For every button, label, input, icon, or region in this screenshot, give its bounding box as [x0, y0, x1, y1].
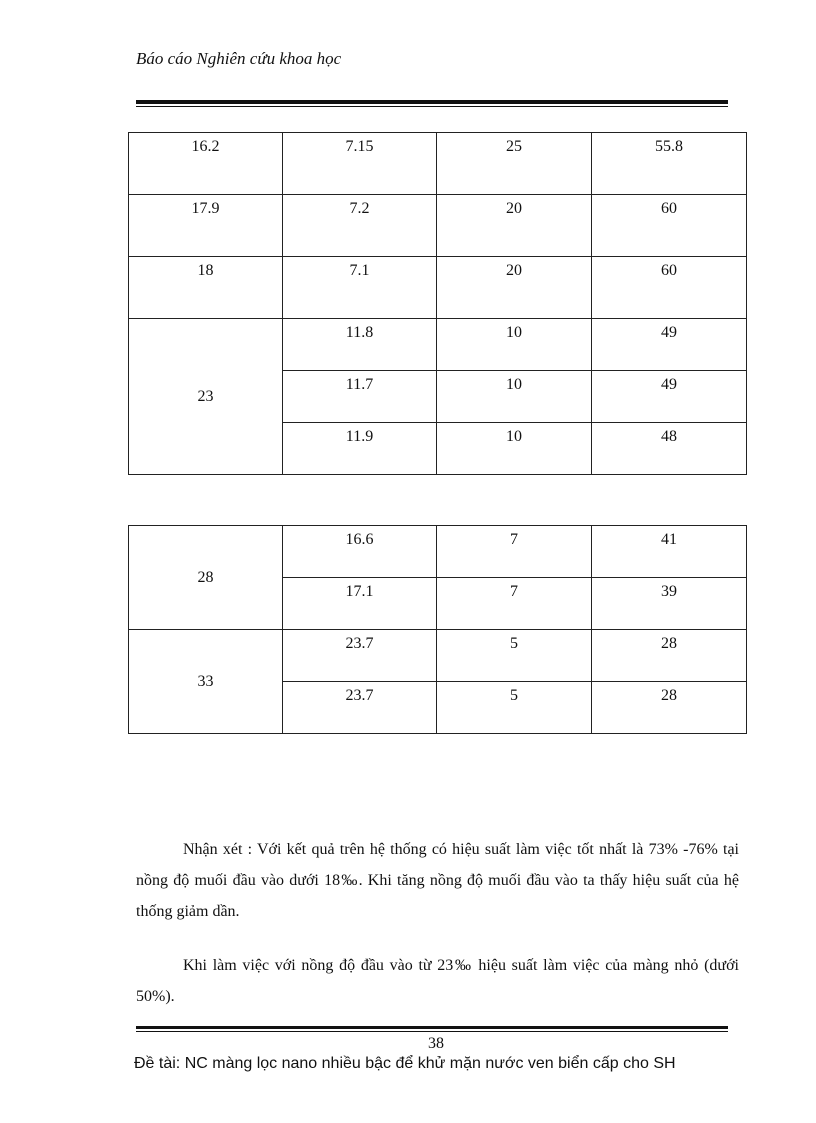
table-cell-merged: 28	[129, 526, 283, 630]
table-cell: 18	[129, 257, 283, 319]
table-cell: 7	[437, 578, 592, 630]
table-row	[129, 133, 747, 195]
table-cell: 23.7	[283, 682, 437, 734]
table-row	[129, 195, 747, 257]
table-row	[129, 257, 747, 319]
table-cell: 11.8	[283, 319, 437, 371]
table-cell: 60	[592, 257, 747, 319]
table-cell: 11.7	[283, 371, 437, 423]
body-paragraph-remark: Nhận xét : Với kết quả trên hệ thống có hiệu suất làm việc tốt nhất là 73% -76% tại nồng độ muối đầu vào dưới 18‰. Khi tăng nồng độ muối đầu vào ta thấy hiệu suất của hệ thống giảm dần.	[136, 841, 739, 920]
table-cell: 5	[437, 630, 592, 682]
body-paragraph-conclusion: Khi làm việc với nồng độ đầu vào từ 23‰ hiệu suất làm việc của màng nhỏ (dưới 50%).	[136, 957, 739, 1005]
table-cell: 41	[592, 526, 747, 578]
table-cell: 20	[437, 257, 592, 319]
table-cell: 7	[437, 526, 592, 578]
table-cell: 49	[592, 371, 747, 423]
table-cell: 28	[592, 630, 747, 682]
table-cell: 60	[592, 195, 747, 257]
header-divider	[136, 100, 728, 107]
page-number: 38	[428, 1035, 444, 1052]
table-cell: 16.2	[129, 133, 283, 195]
table-cell: 39	[592, 578, 747, 630]
footer-topic: Đề tài: NC màng lọc nano nhiều bậc để khử mặn nước ven biển cấp cho SH	[134, 1055, 676, 1072]
table-cell: 25	[437, 133, 592, 195]
table-cell: 28	[592, 682, 747, 734]
table-cell: 10	[437, 319, 592, 371]
table-cell: 49	[592, 319, 747, 371]
table-cell: 11.9	[283, 423, 437, 475]
table-cell: 55.8	[592, 133, 747, 195]
table-cell: 17.9	[129, 195, 283, 257]
header-title: Báo cáo Nghiên cứu khoa học	[136, 49, 342, 68]
data-table-1	[128, 132, 747, 475]
table-cell: 10	[437, 371, 592, 423]
data-table-2	[128, 525, 747, 734]
table-row	[129, 630, 747, 682]
table-cell: 7.1	[283, 257, 437, 319]
table-cell: 7.2	[283, 195, 437, 257]
table-cell: 23.7	[283, 630, 437, 682]
table-cell: 16.6	[283, 526, 437, 578]
table-cell-merged: 33	[129, 630, 283, 734]
table-cell: 48	[592, 423, 747, 475]
table-cell: 7.15	[283, 133, 437, 195]
table-cell: 20	[437, 195, 592, 257]
footer-divider	[136, 1026, 728, 1032]
table-cell: 17.1	[283, 578, 437, 630]
table-cell-merged: 23	[129, 319, 283, 475]
table-row	[129, 526, 747, 578]
table-cell: 5	[437, 682, 592, 734]
table-row	[129, 319, 747, 371]
table-cell: 10	[437, 423, 592, 475]
